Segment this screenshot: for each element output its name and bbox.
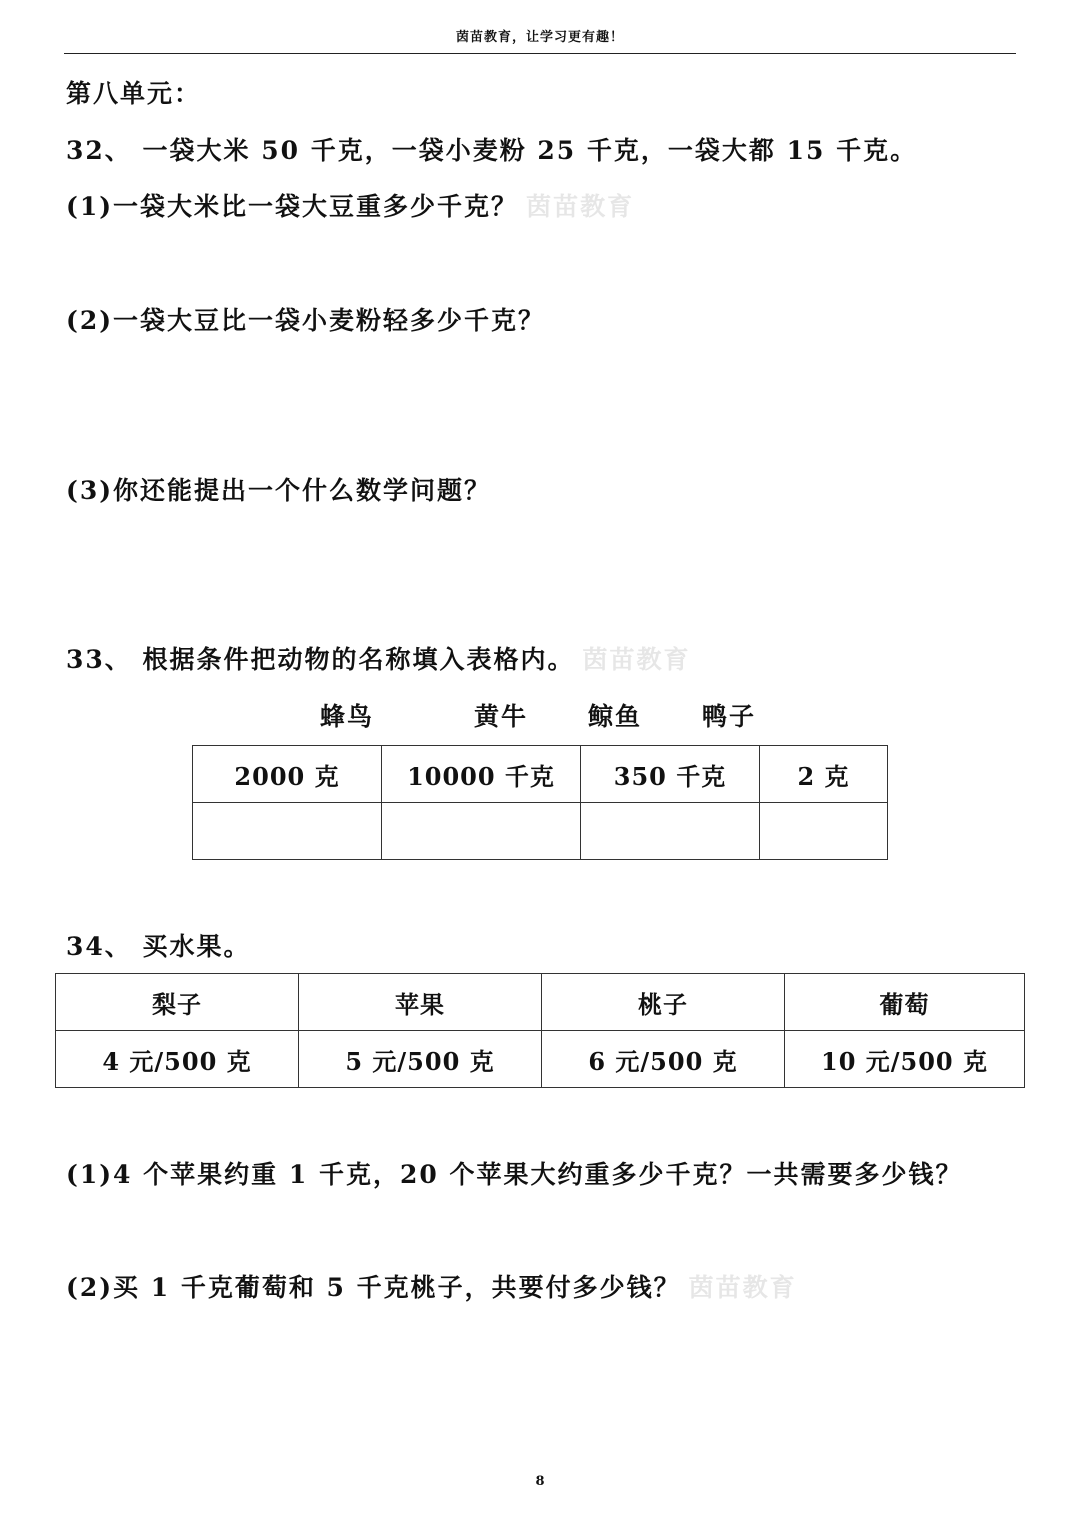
question-32-part-1 <box>66 187 634 223</box>
header-divider <box>64 53 1016 54</box>
question-34-stem: 34、 买水果。 <box>66 932 251 961</box>
animal-name: 鸭子 <box>702 702 757 731</box>
question-34-part-2-text: (2)买 1 千克葡萄和 5 千克桃子，共要付多少钱？ <box>66 1273 681 1302</box>
fruit-price-cell: 5 元/500 克 <box>299 1031 542 1088</box>
page-number: 8 <box>535 1474 545 1489</box>
watermark: 茵苗教育 <box>688 1273 797 1302</box>
animal-name: 蜂鸟 <box>320 702 375 731</box>
watermark: 茵苗教育 <box>582 645 691 674</box>
answer-cell[interactable] <box>193 803 382 860</box>
fruit-price-cell: 4 元/500 克 <box>56 1031 299 1088</box>
table-row <box>56 974 1025 1031</box>
weight-cell: 2 克 <box>760 746 888 803</box>
question-32-stem: 32、 一袋大米 50 千克，一袋小麦粉 25 千克，一袋大都 15 千克。 <box>66 136 918 165</box>
question-33-stem: 33、 根据条件把动物的名称填入表格内。 <box>66 645 575 674</box>
weight-cell: 350 千克 <box>581 746 760 803</box>
animal-name: 黄牛 <box>474 702 529 731</box>
question-32-part-3: (3)你还能提出一个什么数学问题？ <box>66 476 492 505</box>
table-row <box>193 803 888 860</box>
page-header: 茵苗教育，让学习更有趣！ <box>455 30 624 45</box>
weight-cell: 2000 克 <box>193 746 382 803</box>
fruit-price-cell: 10 元/500 克 <box>785 1031 1025 1088</box>
unit-title: 第八单元： <box>66 79 202 108</box>
animal-name: 鲸鱼 <box>588 702 643 731</box>
fruit-price-table <box>55 973 1025 1088</box>
answer-cell[interactable] <box>581 803 760 860</box>
table-row <box>193 746 888 803</box>
question-34-part-2 <box>66 1268 797 1304</box>
fruit-name-cell: 桃子 <box>542 974 785 1031</box>
table-row <box>56 1031 1025 1088</box>
answer-cell[interactable] <box>760 803 888 860</box>
question-33 <box>66 640 691 676</box>
question-34-part-1: (1)4 个苹果约重 1 千克，20 个苹果大约重多少千克？一共需要多少钱？ <box>66 1160 963 1189</box>
watermark: 茵苗教育 <box>526 192 635 221</box>
question-32-part-1-text: (1)一袋大米比一袋大豆重多少千克？ <box>66 192 519 221</box>
question-32-part-2: (2)一袋大豆比一袋小麦粉轻多少千克？ <box>66 306 546 335</box>
answer-cell[interactable] <box>382 803 581 860</box>
fruit-price-cell: 6 元/500 克 <box>542 1031 785 1088</box>
fruit-name-cell: 苹果 <box>299 974 542 1031</box>
fruit-name-cell: 梨子 <box>56 974 299 1031</box>
weight-cell: 10000 千克 <box>382 746 581 803</box>
weight-table <box>192 745 888 860</box>
fruit-name-cell: 葡萄 <box>785 974 1025 1031</box>
